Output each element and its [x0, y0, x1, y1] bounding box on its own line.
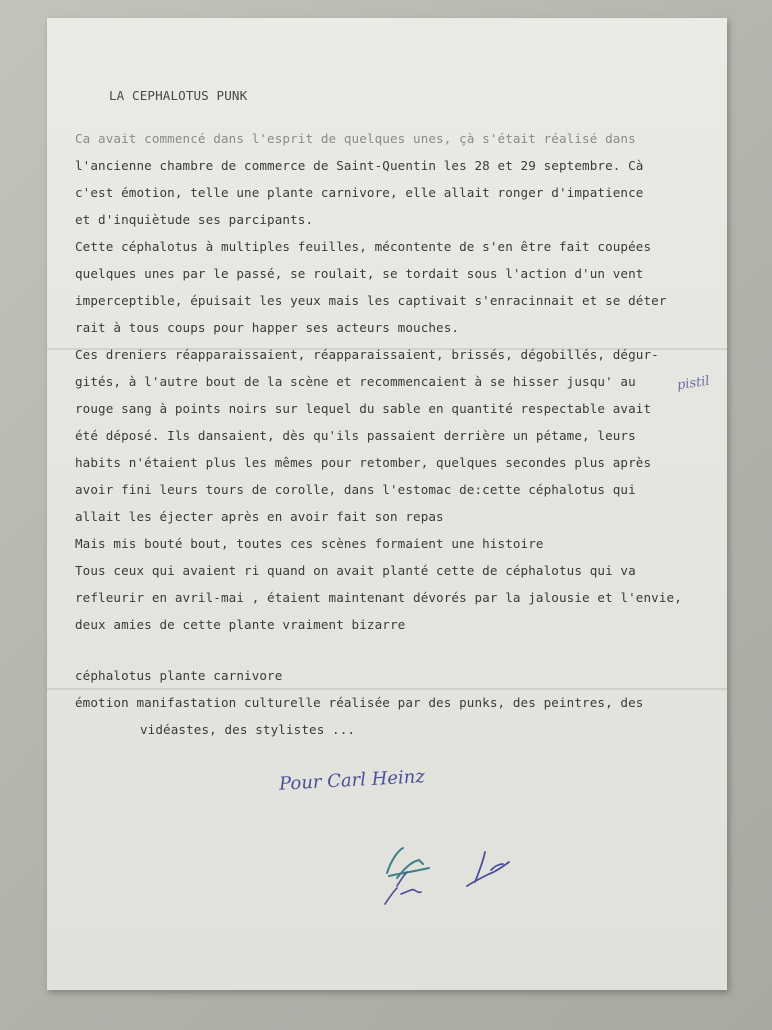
text-line: Cette céphalotus à multiples feuilles, mécontente de s'en être fait coupées [75, 239, 652, 254]
text-line: rouge sang à points noirs sur lequel du sable en quantité respectable avait [75, 401, 652, 416]
handwritten-dedication: Pour Carl Heinz [278, 766, 426, 795]
text-line: quelques unes par le passé, se roulait, se tordait sous l'action d'un vent [75, 266, 644, 281]
handwritten-margin-note: pistil [676, 373, 711, 394]
text-line: Ces dreniers réapparaissaient, réapparaissaient, brissés, dégobillés, dégur- [75, 347, 659, 362]
text-line: allait les éjecter après en avoir fait son repas [75, 509, 444, 524]
text-line: l'ancienne chambre de commerce de Saint-Quentin les 28 et 29 septembre. Cà [75, 158, 644, 173]
text-line: Ca avait commencé dans l'esprit de quelques unes, çà s'était réalisé dans [75, 131, 636, 146]
typed-letter-sheet [47, 18, 727, 990]
text-line: gités, à l'autre bout de la scène et recommencaient à se hisser jusqu' au [75, 374, 636, 389]
footer-line: céphalotus plante carnivore [75, 668, 283, 683]
text-line: et d'inquiètude ses parcipants. [75, 212, 314, 227]
paper-fold-line [47, 688, 727, 690]
letter-title: LA CEPHALOTUS PUNK [109, 88, 248, 103]
blue-signature [467, 852, 509, 886]
text-line: deux amies de cette plante vraiment bizarre [75, 617, 406, 632]
footer-line: émotion manifastation culturelle réalisée par des punks, des peintres, des [75, 695, 644, 710]
footer-line-indented: vidéastes, des stylistes ... [140, 722, 356, 737]
text-line: Mais mis bouté bout, toutes ces scènes formaient une histoire [75, 536, 544, 551]
text-line: avoir fini leurs tours de corolle, dans l'estomac de:cette céphalotus qui [75, 482, 636, 497]
text-line: refleurir en avril-mai , étaient maintenant dévorés par la jalousie et l'envie, [75, 590, 682, 605]
text-line: rait à tous coups pour happer ses acteurs mouches. [75, 320, 460, 335]
text-line: imperceptible, épuisait les yeux mais les captivait s'enracinnait et se déter [75, 293, 667, 308]
text-line: Tous ceux qui avaient ri quand on avait planté cette de céphalotus qui va [75, 563, 636, 578]
teal-signature [385, 848, 429, 904]
handwritten-signatures [367, 828, 527, 918]
text-line: habits n'étaient plus les mêmes pour retomber, quelques secondes plus après [75, 455, 652, 470]
text-line: été déposé. Ils dansaient, dès qu'ils passaient derrière un pétame, leurs [75, 428, 636, 443]
text-line: c'est émotion, telle une plante carnivore, elle allait ronger d'impatience [75, 185, 644, 200]
